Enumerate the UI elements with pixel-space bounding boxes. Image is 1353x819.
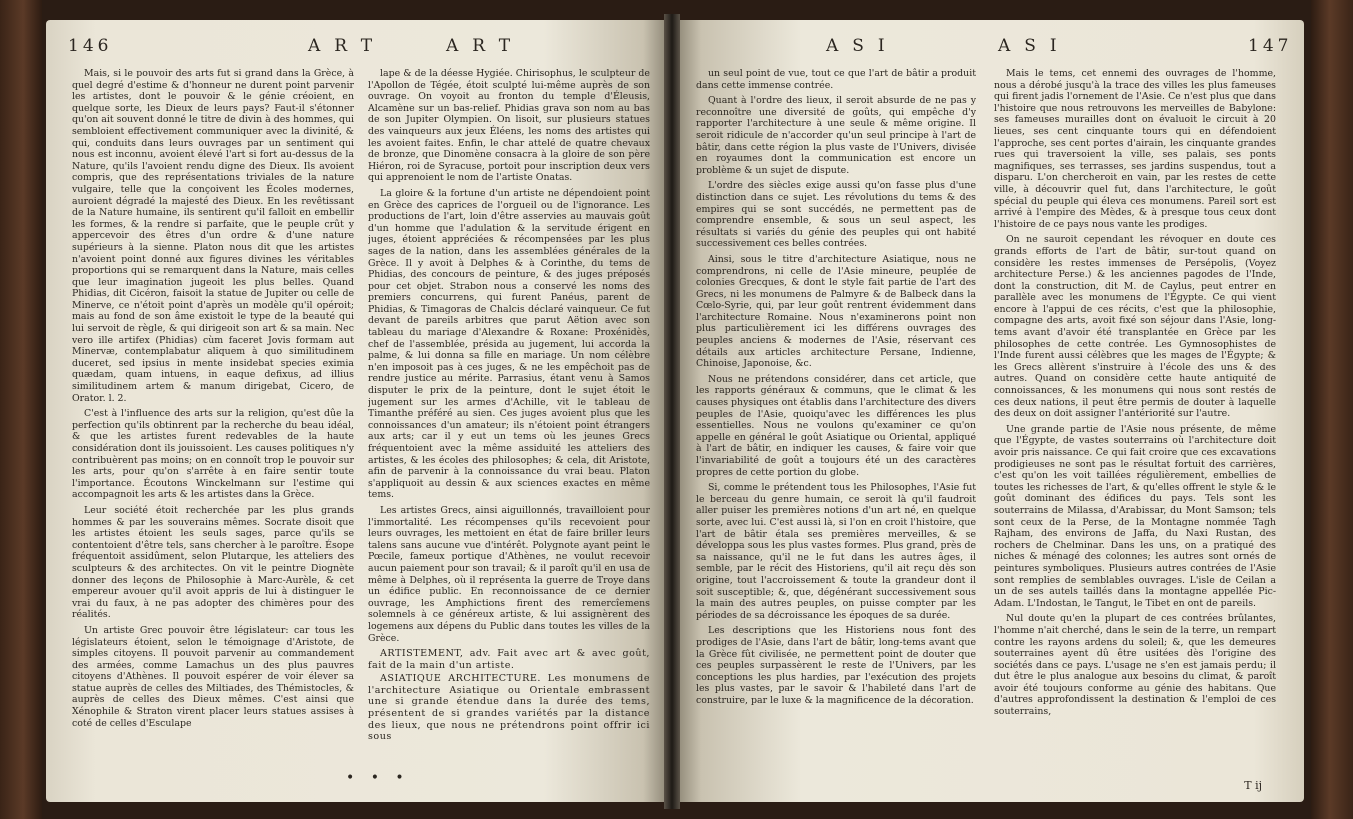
paragraph: On ne sauroit cependant les révoquer en doute ces grands efforts de l'art de bâtir, sur-tout quand on considère les restes immenses de Persépolis, (Voyez architecture Perse.) & les anciennes pagodes de l'Inde, dont la construction, dit M. de Caylus, peut entrer en parallèle avec les monumens de l'Égypte. Ce qui vient encore à l'appui de ces récits, c'est que la philosophie, compagne des arts, avoit fixé son séjour dans l'Asie, long-tems avant d'avoir été transplantée en Grèce par les philosophes de cette contrée. Les Gymnosophistes de l'Inde furent aussi célèbres que les mages de l'Égypte; & les Grecs allèrent s'instruire à l'école des uns & des autres. Quand on considère cette haute antiquité de connoissances, & les monumens qui nous sont restés de ces deux nations, il peut être permis de douter à laquelle des deux on doit assigner l'antériorité sur l'autre. (994, 234, 1276, 420)
paragraph: Mais le tems, cet ennemi des ouvrages de l'homme, nous a dérobé jusqu'à la trace des villes les plus fameuses qui firent jadis l'ornement de l'Asie. Ce n'est plus que dans l'histoire que nous retrouvons les merveilles de Babylone: ses fameuses murailles dont on évaluoit le circuit à 20 lieues, ses cent cinquante tours qui en défendoient l'approche, ses cent portes d'airain, les cinquante grandes rues qui traversoient la ville, ses palais, ses ponts magnifiques, ses terrasses, ses jardins suspendus, tout a disparu. L'on chercheroit en vain, par les restes de cette ville, à découvrir quel fut, dans l'architecture, le goût spécial du peuple qui éleva ces monumens. Pareil sort est arrivé à l'empire des Mèdes, & à presque tous ceux dont l'histoire de ce pays nous vante les prodiges. (994, 68, 1276, 230)
right-column-1 (696, 68, 976, 788)
paragraph: Nul doute qu'en la plupart de ces contrées brûlantes, l'homme n'ait cherché, dans le sein de la terre, un rempart contre les rayons ardens du soleil; &, que les demeures souterraines ayent dû être usitées dès l'origine des sociétés dans ce pays. L'usage ne s'en est jamais perdu; il dut être le plus analogue aux besoins du climat, & paroît avoir été toujours conforme au génie des habitans. Que d'autres approfondissent la destination & l'emploi de ces souterrains, (994, 613, 1276, 718)
paragraph: C'est à l'influence des arts sur la religion, qu'est dûe la perfection qu'ils obtinrent par la recherche du beau idéal, & que les artistes furent redevables de la haute considération dont ils jouissoient. Les causes politiques n'y contribuèrent pas moins; on en connoît trop le pouvoir sur les arts, pour qu'on s'arrête à en faire sentir toute l'importance. Écoutons Winckelmann sur l'estime qui accompagnoit les arts & les artistes dans la Grèce. (72, 408, 354, 501)
left-page-number: 146 (68, 36, 113, 56)
paragraph: un seul point de vue, tout ce que l'art de bâtir a produit dans cette immense contrée. (696, 68, 976, 91)
left-running-head-2: ART (446, 36, 525, 56)
entry-asiatique-architecture: ASIATIQUE ARCHITECTURE. Les monumens de l'architecture Asiatique ou Orientale embrassent une si grande étendue dans la durée des tems, présentent de si grandes variétés par la distance des lieux, que nous ne prétendrons point offrir ici sous (368, 673, 650, 743)
paragraph: Un artiste Grec pouvoir être législateur: car tous les législateurs étoient, selon le témoignage d'Aristote, de simples citoyens. Il pouvoit parvenir au commandement des armées, comme Lamachus un des plus pauvres citoyens d'Athènes. Il pouvoit espérer de voir élever sa statue auprès de celles des Miltiades, des Thémistocles, & auprès de celles des Dieux mêmes. C'est ainsi que Xénophile & Straton virent placer leurs statues assises à coté de celles d'Esculape (72, 624, 354, 729)
paragraph: lape & de la déesse Hygiée. Chirisophus, le sculpteur de l'Apollon de Tégée, étoit sculpté lui-même auprès de son ouvrage. On voyoit au fronton du temple d'Éleusis, Alcamène sur un bas-relief. Phidias grava son nom au bas de son Jupiter Olympien. On lisoit, sur plusieurs statues des vainqueurs aux jeux Éléens, les noms des artistes qui les avoient faites. Enfin, le char attelé de quatre chevaux de bronze, que Dinomène consacra à la gloire de son père Hiéron, roi de Syracuse, portoit pour inscription deux vers qui apprenoient le nom de l'artiste Onatas. (368, 68, 650, 184)
paragraph: Les artistes Grecs, ainsi aiguillonnés, travailloient pour l'immortalité. Les récompenses qu'ils recevoient pour leurs ouvrages, les mettoient en état de faire briller leurs talens sans aucune vue d'intérêt. Polygnote ayant peint le Pœcile, fameux portique d'Athènes, ne voulut recevoir aucun paiement pour son travail; & il paroît qu'il en usa de même à Delphes, où il représenta la guerre de Troye dans un édifice public. En reconnoissance de ce dernier ouvrage, les Amphictions firent des remercîemens solemnels à ce généreux artiste, & lui assignèrent des logemens aux dépens du Public dans toutes les villes de la Grèce. (368, 504, 650, 644)
left-running-head-1: ART (308, 36, 387, 56)
left-page (46, 20, 668, 802)
paragraph: Mais, si le pouvoir des arts fut si grand dans la Grèce, à quel degré d'estime & d'honneur ne durent point parvenir les artistes, dont le pouvoir & le génie créoient, en quelque sorte, les Dieux de leurs pays? Faut-il s'étonner qu'on ait souvent donné le titre de divin à des hommes, qui sembloient effectivement communiquer avec la divinité, & qui, conduits dans leurs ouvrages par un sentiment qui nous est inconnu, avoient élevé l'art si fort au-dessus de la Nature, qu'ils l'avoient rendu digne des Dieux. Ils avoient compris, que des représentations triviales de la nature vulgaire, telle que la conçoivent les Écoles modernes, auroient dégradé la majesté des Dieux. En les revêtissant de la Nature humaine, ils sentirent qu'il falloit en embellir les formes, & la rendre si parfaite, que le peuple crût y appercevoir des êtres d'un ordre & d'une nature supérieurs à la sienne. Platon nous dit que les artistes n'avoient point donné aux figures divines les véritables proportions qui se remarquent dans la Nature, mais celles que leur imagination jugeoit les plus belles. Quand Phidias, dit Cicéron, faisoit la statue de Jupiter ou celle de Minerve, ce n'étoit point d'après un modèle qu'il opéroit; mais au fond de son âme existoit le type de la beauté qui lui servoit de règle, & qui dirigeoit son art & sa main. Nec vero ille artifex (Phidias) cùm faceret Jovis formam aut Minervæ, contemplabatur aliquem à quo similitudinem duceret, sed ipsius in mente insidebat species eximia quædam, quam intuens, in eaque defixus, ad illius similitudinem artem & manum dirigebat, Cicero, de Orator. l. 2. (72, 68, 354, 404)
paragraph: Quant à l'ordre des lieux, il seroit absurde de ne pas y reconnoître une diversité de goûts, qui empêche d'y rapporter l'architecture à une seule & même origine. Il seroit ridicule de n'accorder qu'un seul principe à l'art de bâtir, dans cette région la plus vaste de l'Univers, divisée en royaumes dont la communication est encore un problème & un sujet de dispute. (696, 95, 976, 176)
paragraph: L'ordre des siècles exige aussi qu'on fasse plus d'une distinction dans ce sujet. Les révolutions du tems & des empires qui se sont succédés, ne permettent pas de comprendre ensemble, & sous un seul aspect, les résultats si variés du génie des peuples qui ont habité successivement ces belles contrées. (696, 180, 976, 250)
right-page-number: 147 (1248, 36, 1293, 56)
paragraph: Nous ne prétendons considérer, dans cet article, que les rapports généraux & communs, que le climat & les causes physiques ont établis dans l'architecture des divers peuples de l'Asie, quoiqu'avec les différences les plus essentielles. Nous ne voulons qu'examiner ce qu'on appelle en général le goût Asiatique ou Oriental, appliqué à l'art de bâtir, en indiquer les causes, & faire voir que l'invariabilité de goût a toujours été un des caractères propres de cette portion du globe. (696, 373, 976, 478)
book-binding-left (0, 0, 42, 819)
page-ornament: • • • (346, 770, 410, 786)
right-column-2 (994, 68, 1276, 788)
book-binding-right (1311, 0, 1353, 819)
right-page-header (676, 36, 1304, 62)
right-running-head-1: ASI (826, 36, 899, 56)
left-page-header (46, 36, 668, 62)
right-running-head-2: ASI (998, 36, 1071, 56)
paragraph: La gloire & la fortune d'un artiste ne dépendoient point en Grèce des caprices de l'orgueil ou de l'ignorance. Les productions de l'art, loin d'être asservies au mauvais goût d'un homme que l'adulation & la servitude érigent en juges, étoient appréciées & récompensées par les plus sages de la nation, dans les assemblées générales de la Grèce. Il y avoit à Delphes & à Corinthe, du tems de Phidias, des concours de peinture, & des juges préposés pour cet objet. Strabon nous a conservé les noms des premiers concurrens, qui furent Panéus, parent de Phidias, & Timagoras de Chalcis déclaré vainqueur. Ce fut devant de pareils arbitres que parut Aëtion avec son tableau du mariage d'Alexandre & Roxane: Proxénidès, chef de l'assemblée, présida au jugement, lui accorda la palme, & lui donna sa fille en mariage. Un nom célèbre n'en imposoit pas à ces juges, & ne les empêchoit pas de rendre justice au mérite. Parrasius, étant venu à Samos disputer le prix de la peinture, dont le sujet étoit le jugement sur les armes d'Achille, vit le tableau de Timanthe préféré au sien. Ces juges avoient plus que les connoissances d'un amateur; ils n'étoient point étrangers aux arts; car il y eut un tems où les jeunes Grecs fréquentoient avec la même assiduité les atteliers des artistes, & les écoles des philosophes; & cela, dit Aristote, afin de parvenir à la connoissance du vrai beau. Platon s'appliquoit au dessin & aux sciences exactes en même tems. (368, 187, 650, 501)
right-page (676, 20, 1304, 802)
left-column-2 (368, 68, 650, 788)
paragraph: Les descriptions que les Historiens nous font des prodiges de l'Asie, dans l'art de bâtir, long-tems avant que la Grèce fût civilisée, ne permettent point de douter que ces peuples surpassèrent le reste de l'Univers, par les conceptions les plus hardies, par l'exécution des projets les plus vastes, par le savoir & l'habileté dans l'art de construire, par le luxe & la magnificence de la décoration. (696, 625, 976, 706)
book-gutter (664, 14, 680, 809)
entry-artistement: ARTISTEMENT, adv. Fait avec art & avec goût, fait de la main d'un artiste. (368, 648, 650, 671)
paragraph: Une grande partie de l'Asie nous présente, de même que l'Égypte, de vastes souterrains où l'architecture doit avoir pris naissance. Ce qui fait croire que ces excavations prodigieuses ne sont pas le résultat fortuit des carrières, c'est qu'on les voit taillées régulièrement, embellies de toutes les richesses de l'art, & qu'elles offrent le style & le goût dominant des édifices du pays. Tels sont les souterrains de Milassa, d'Arabissar, du Mont Samson; tels sont ceux de la Perse, de la Montagne nommée Tagh Rajham, des environs de Jaffa, du Naxi Rustan, des rochers de Chelminar. Dans les uns, on a pratiqué des niches & ménagé des colonnes; les autres sont ornés de peintures symboliques. Plusieurs autres contrées de l'Asie sont remplies de semblables ouvrages. L'isle de Ceilan a un de ses autels taillés dans la montagne appellée Pic-Adam. L'Indostan, le Tangut, le Tibet en ont de pareils. (994, 423, 1276, 609)
signature-mark: T ij (1244, 779, 1262, 792)
paragraph: Ainsi, sous le titre d'architecture Asiatique, nous ne comprendrons, ni celle de l'Asie mineure, peuplée de colonies Grecques, & dont le style fait partie de l'art des Grecs, ni les monumens de Palmyre & de Balbeck dans la Cœlo-Syrie, qui, par leur goût rentrent évidemment dans l'architecture Romaine. Nous n'examinerons point non plus particulièrement ici les différens ouvrages des peuples anciens & modernes de l'Asie, réservant ces détails aux articles architecture Persane, Indienne, Chinoise, Japonoise, &c. (696, 253, 976, 370)
left-column-1 (72, 68, 354, 788)
paragraph: Leur société étoit recherchée par les plus grands hommes & par les souverains mêmes. Socrate disoit que les artistes étoient les seuls sages, parce qu'ils se contentoient d'être tels, sans chercher à le paroître. Ésope fréquentoit assidûment, selon Plutarque, les atteliers des sculpteurs & des architectes. On vit le peintre Diognète donner des leçons de Philosophie à Marc-Aurèle, & cet empereur avouer qu'il avoit appris de lui à distinguer le vrai du faux, à ne pas adopter des chimères pour des réalités. (72, 504, 354, 621)
paragraph: Si, comme le prétendent tous les Philosophes, l'Asie fut le berceau du genre humain, ce seroit là qu'il faudroit aller puiser les premières notions d'un art né, en quelque sorte, avec lui. C'est aussi là, si l'on en croit l'histoire, que l'art de bâtir étala ses premières merveilles, & se développa sous les plus vastes formes. Plus grand, près de sa naissance, qu'il ne le fut dans les autres âges, il semble, par le récit des Historiens, qu'il ait reçu dès son origine, tout l'accroissement & toute la grandeur dont il soit susceptible; &, que, dégénérant successivement sous la main des autres peuples, on puisse compter par les périodes de sa décroissance les époques de sa durée. (696, 482, 976, 621)
